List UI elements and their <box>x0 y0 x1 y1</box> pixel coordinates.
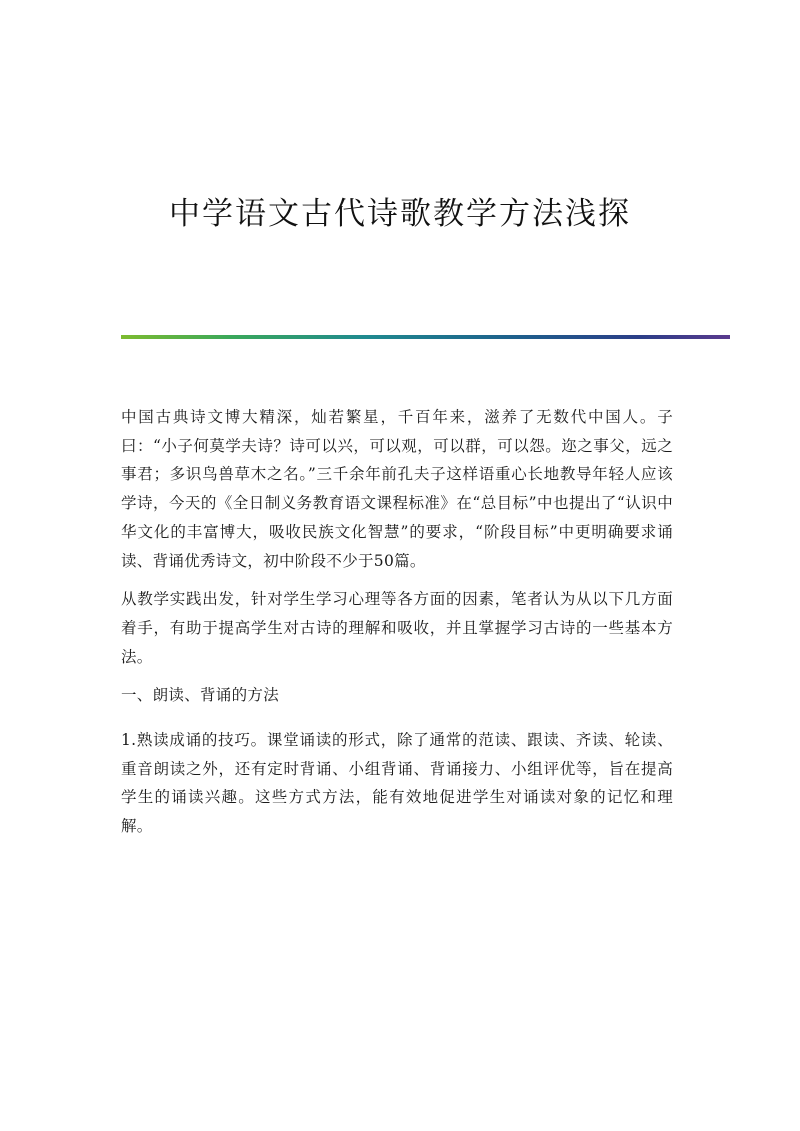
document-title: 中学语文古代诗歌教学方法浅探 <box>169 196 631 232</box>
section-heading-reading: 一、朗读、背诵的方法 <box>121 686 280 705</box>
body-paragraph-approach: 从教学实践出发，针对学生学习心理等各方面的因素，笔者认为从以下几方面着手，有助于提高学生对古诗的理解和吸收，并且掌握学习古诗的一些基本方法。 <box>121 590 673 666</box>
body-paragraph-intro: 中国古典诗文博大精深，灿若繁星，千百年来，滋养了无数代中国人。子曰：“小子何莫学夫诗？诗可以兴，可以观，可以群，可以怨。迩之事父，远之事君；多识鸟兽草木之名。”三千余年前孔夫子这样语重心长地教导年轻人应该学诗，今天的《全日制义务教育语文课程标准》在“总目标”中也提出了“认识中华文化的丰富博大，吸收民族文化智慧”的要求，“阶段目标”中更明确要求诵读、背诵优秀诗文，初中阶段不少于50篇。 <box>121 408 673 570</box>
body-paragraph-recitation: 1.熟读成诵的技巧。课堂诵读的形式，除了通常的范读、跟读、齐读、轮读、重音朗读之外，还有定时背诵、小组背诵、背诵接力、小组评优等，旨在提高学生的诵读兴趣。这些方式方法，能有效地促进学生对诵读对象的记忆和理解。 <box>121 731 673 836</box>
title-divider <box>121 335 730 339</box>
document-body <box>121 403 673 851</box>
